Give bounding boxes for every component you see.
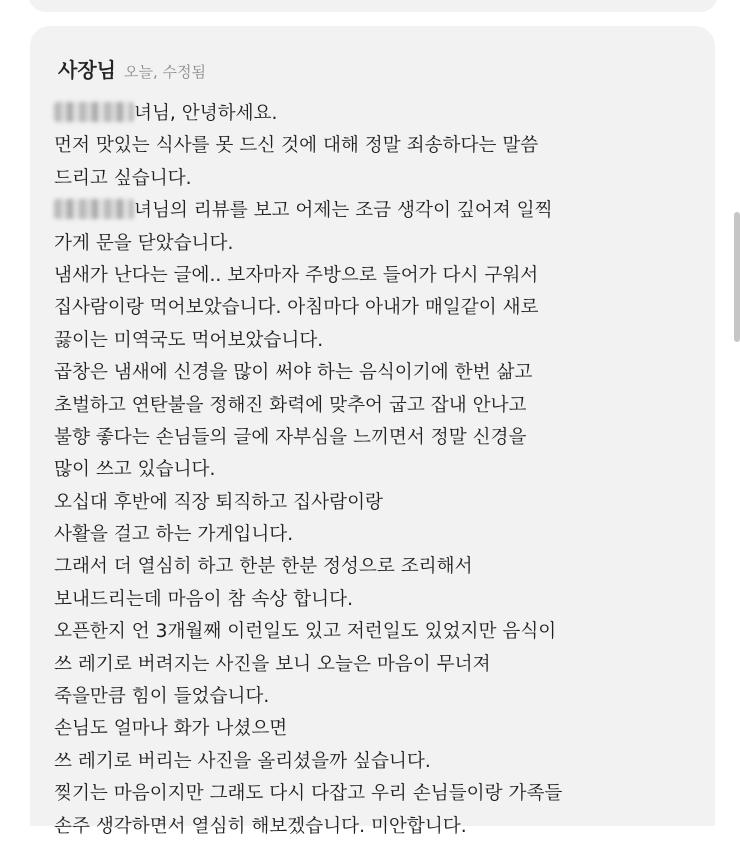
reply-author: 사장님: [58, 58, 116, 82]
reply-line: 초벌하고 연탄불을 정해진 화력에 맞추어 굽고 잡내 안나고: [54, 394, 527, 416]
scrollbar-thumb[interactable]: [734, 212, 740, 342]
reply-line: 많이 쓰고 있습니다.: [54, 459, 216, 481]
reply-line: 먼저 맛있는 식사를 못 드신 것에 대해 정말 죄송하다는 말씀: [54, 135, 539, 157]
reply-line: 끓이는 미역국도 먹어보았습니다.: [54, 329, 324, 351]
reply-header: [58, 54, 206, 83]
reply-line: 보내드리는데 마음이 참 속상 합니다.: [54, 588, 353, 610]
reply-line: 집사람이랑 먹어보았습니다. 아침마다 아내가 매일같이 새로: [54, 297, 539, 319]
reply-line: 오십대 후반에 직장 퇴직하고 집사람이랑: [54, 491, 383, 513]
reply-line: 쓰 레기로 버려지는 사진을 보니 오늘은 마음이 무너져: [54, 653, 491, 675]
reply-line: 냄새가 난다는 글에.. 보자마자 주방으로 들어가 다시 구워서: [54, 264, 539, 286]
reply-line: 가게 문을 닫았습니다.: [54, 232, 234, 254]
blurred-name: [54, 199, 134, 219]
previous-review-card: [28, 0, 718, 12]
reply-line: 사활을 걸고 하는 가게입니다.: [54, 524, 294, 546]
reply-line: 죽을만큼 힘이 들었습니다.: [54, 686, 270, 708]
reply-line: 오픈한지 언 3개월째 이런일도 있고 저런일도 있었지만 음식이: [54, 621, 557, 643]
reply-line: 쓰 레기로 버리는 사진을 올리셨을까 싶습니다.: [54, 750, 431, 772]
reply-line: 불향 좋다는 손님들의 글에 자부심을 느끼면서 정말 신경을: [54, 426, 527, 448]
reply-line: 찢기는 마음이지만 그래도 다시 다잡고 우리 손님들이랑 가족들: [54, 783, 563, 805]
reply-line: 그래서 더 열심히 하고 한분 한분 정성으로 조리해서: [54, 556, 473, 578]
reply-line: 녀님, 안녕하세요.: [54, 98, 704, 130]
reply-body: [54, 98, 704, 843]
reply-line: 곱창은 냄새에 신경을 많이 써야 하는 음식이기에 한번 삶고: [54, 362, 533, 384]
reply-line: 손주 생각하면서 열심히 해보겠습니다. 미안합니다.: [54, 815, 467, 837]
owner-reply-card: [30, 26, 715, 837]
reply-line: 손님도 얼마나 화가 나셨으면: [54, 718, 288, 740]
blurred-name: [54, 102, 134, 122]
reply-line: 녀님의 리뷰를 보고 어제는 조금 생각이 깊어져 일찍: [54, 195, 704, 227]
reply-line: 드리고 싶습니다.: [54, 167, 192, 189]
reply-meta: 오늘, 수정됨: [123, 63, 206, 81]
